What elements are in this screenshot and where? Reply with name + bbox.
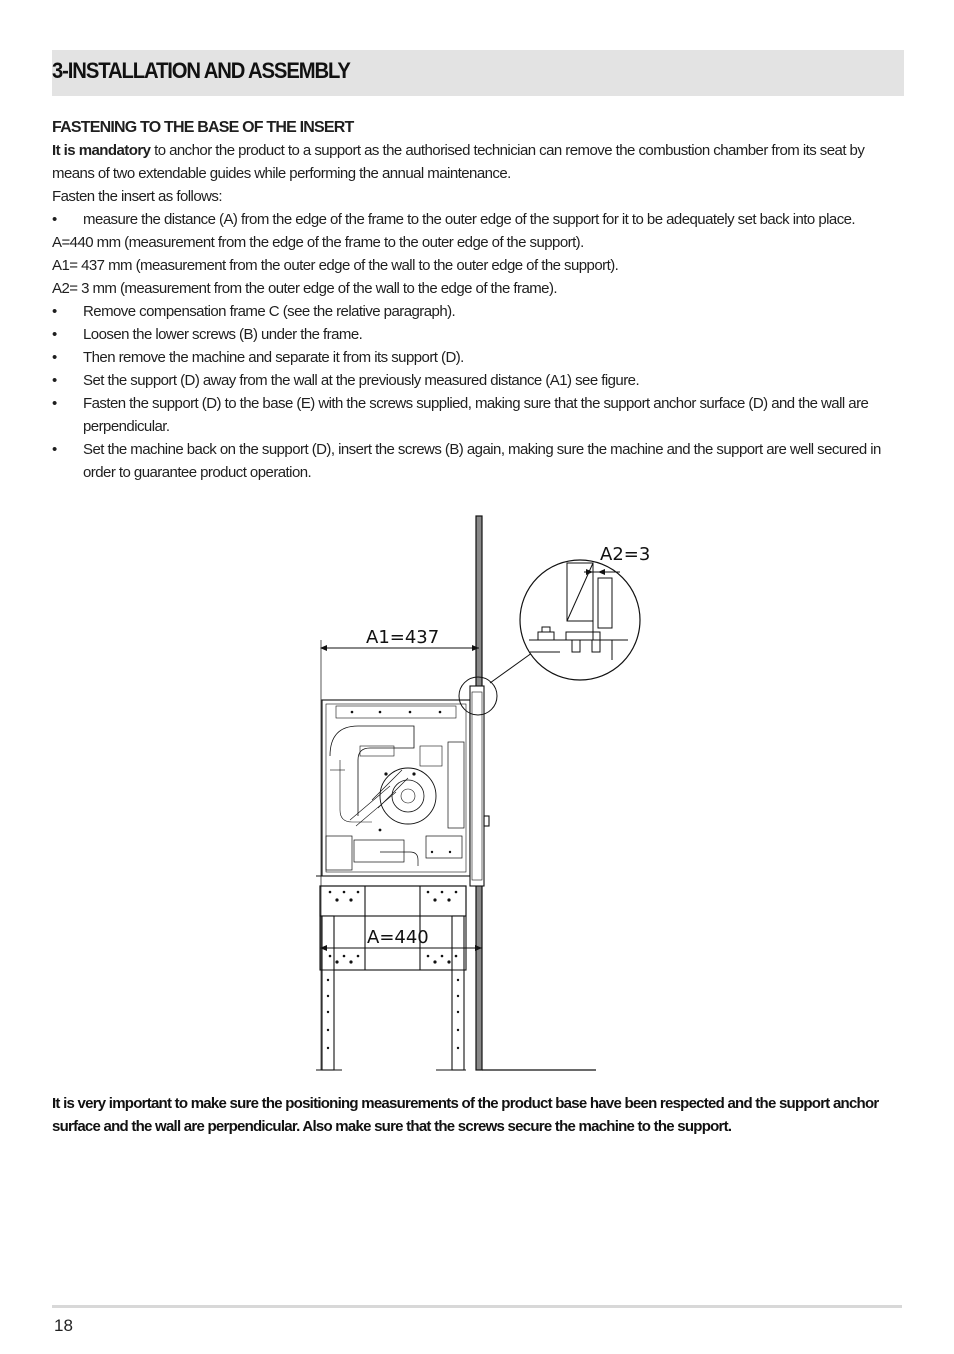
bullet-dot: •	[52, 372, 57, 389]
stove-insert	[316, 686, 489, 886]
bullet-dot: •	[52, 349, 57, 366]
step-text: Set the machine back on the support (D), insert the screws (B) again, making sure the machine and the support are well secured in order to guarantee product operation.	[83, 441, 881, 481]
support-stand	[316, 886, 466, 1070]
measure-a2-line: A2= 3 mm (measurement from the outer edge of the wall to the edge of the frame).	[52, 280, 558, 297]
step-text: Remove compensation frame C (see the relative paragraph).	[83, 303, 456, 320]
detail-leader-line	[490, 650, 536, 683]
step-text: Fasten the support (D) to the base (E) with the screws supplied, making sure that the support anchor surface (D) and the wall are perpendicular.	[83, 395, 869, 435]
bullet-dot: •	[52, 303, 57, 320]
warning-note: It is very important to make sure the positioning measurements of the product base have been respected and the support anchor surface and the wall are perpendicular. Also make sure that the screws secure the machine to the support.	[52, 1095, 879, 1135]
step-text: Set the support (D) away from the wall at the previously measured distance (A1) see figure.	[83, 372, 640, 389]
bullet-dot: •	[52, 211, 57, 228]
bullet-dot: •	[52, 395, 57, 412]
detail-magnifier	[520, 560, 640, 680]
intro-emphasis: It is mandatory	[52, 142, 151, 159]
fasten-text: Fasten the insert as follows:	[52, 188, 222, 205]
section-title: 3-INSTALLATION AND ASSEMBLY	[52, 58, 350, 83]
dimension-a-label: A=440	[367, 927, 429, 948]
measure-a1-line: A1= 437 mm (measurement from the outer edge of the wall to the outer edge of the support).	[52, 257, 619, 274]
bullet-dot: •	[52, 326, 57, 343]
bullet-dot: •	[52, 441, 57, 458]
step-text: Then remove the machine and separate it from its support (D).	[83, 349, 464, 366]
dimension-a2-label: A2=3	[600, 544, 651, 565]
bullet-measure-text: measure the distance (A) from the edge of the frame to the outer edge of the support for it to be adequately set back into place.	[83, 211, 856, 228]
step-text: Loosen the lower screws (B) under the frame.	[83, 326, 363, 343]
subsection-heading: FASTENING TO THE BASE OF THE INSERT	[52, 119, 354, 136]
intro-text: to anchor the product to a support as the authorised technician can remove the combustion chamber from its seat by means of two extendable guides while performing the annual maintenance.	[52, 142, 865, 182]
page-number: 18	[54, 1316, 73, 1335]
measure-a-line: A=440 mm (measurement from the edge of the frame to the outer edge of the support).	[52, 234, 584, 251]
dimension-a1-label: A1=437	[366, 627, 440, 648]
footer-rule	[52, 1305, 902, 1308]
